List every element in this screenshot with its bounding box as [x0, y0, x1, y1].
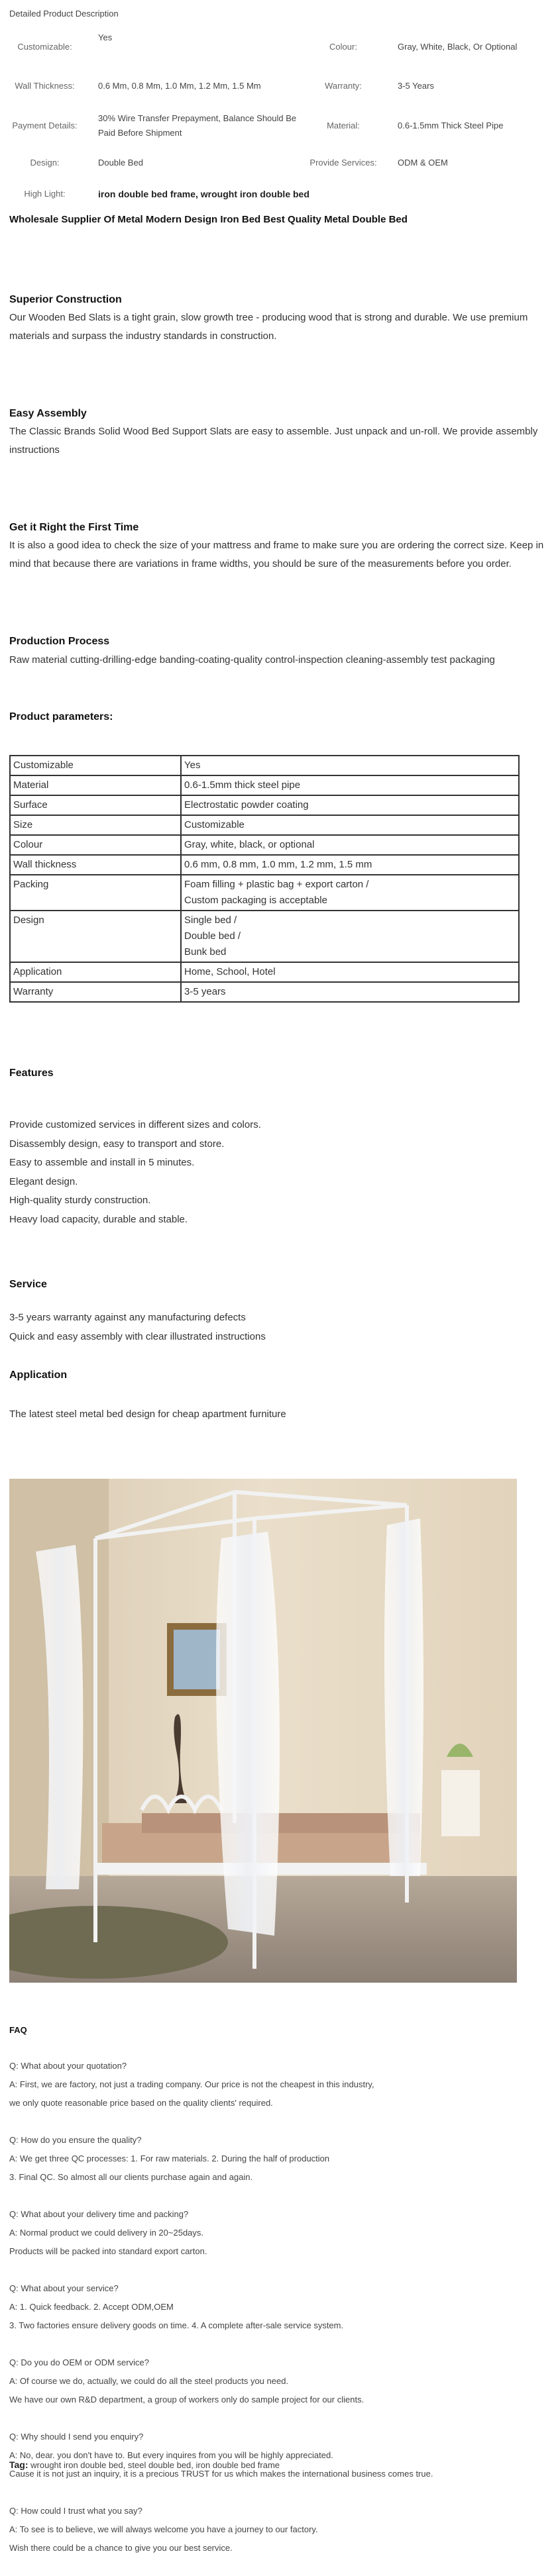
easy-assembly-heading: Easy Assembly: [9, 408, 87, 419]
faq-question: Q: Why should I send you enquiry?: [9, 2432, 144, 2442]
faq-answer: we only quote reasonable price based on the quality clients' required.: [9, 2098, 273, 2108]
parameter-value-line: Foam filling + plastic bag + export carton /: [184, 879, 369, 890]
spec-label: Customizable:: [17, 42, 72, 52]
spec-value: Double Bed: [98, 158, 143, 168]
superior-construction-text: Our Wooden Bed Slats is a tight grain, slow growth tree - producing wood that is strong and durable. We use premium materials and surpass the industry standards in construction.: [9, 312, 528, 342]
faq-answer: A: To see is to believe, we will always welcome you have a journey to our factory.: [9, 2524, 318, 2534]
features-list: [9, 1116, 261, 1229]
parameter-value: [181, 982, 519, 1002]
spec-value: Gray, White, Black, Or Optional: [398, 42, 518, 52]
parameter-value-line: 0.6-1.5mm thick steel pipe: [184, 779, 301, 791]
side-table: [441, 1770, 480, 1836]
parameter-key: Application: [10, 962, 181, 982]
tag-items: wrought iron double bed, steel double bed, iron double bed frame: [30, 2460, 280, 2470]
faq-answer: A: Normal product we could delivery in 20~25days.: [9, 2228, 204, 2238]
spec-label: Payment Details:: [12, 121, 78, 130]
parameter-value-line: Custom packaging is acceptable: [184, 895, 327, 906]
spec-value: Yes: [98, 32, 113, 42]
picture: [174, 1630, 220, 1689]
parameter-key: Packing: [10, 875, 181, 911]
parameter-key: Material: [10, 775, 181, 795]
faq-answer: Wish there could be a chance to give you our best service.: [9, 2543, 233, 2553]
tag-link[interactable]: steel double bed: [127, 2460, 192, 2470]
parameter-value: [181, 835, 519, 855]
parameter-row: [10, 911, 519, 962]
faq-answer: A: We get three QC processes: 1. For raw materials. 2. During the half of production: [9, 2154, 330, 2163]
parameter-key: Wall thickness: [10, 855, 181, 875]
faq-item: [9, 2353, 433, 2428]
parameter-row: [10, 835, 519, 855]
feature-item: Disassembly design, easy to transport and store.: [9, 1138, 225, 1150]
faq-heading: FAQ: [9, 2025, 27, 2035]
spec-table: [0, 26, 556, 209]
faq-answer: 3. Final QC. So almost all our clients purchase again and again.: [9, 2172, 253, 2182]
parameter-value-line: 3-5 years: [184, 986, 226, 997]
faq-question: Q: How do you ensure the quality?: [9, 2135, 142, 2145]
parameter-value: [181, 875, 519, 911]
first-time-text: It is also a good idea to check the size of your mattress and frame to make sure you are ordering the correct size. Keep in mind that because there are variations in frame widths, you should be sure of the measurements before you order.: [9, 540, 544, 570]
parameter-value: [181, 815, 519, 835]
tag-label: Tag:: [9, 2459, 28, 2470]
spec-value: 0.6 Mm, 0.8 Mm, 1.0 Mm, 1.2 Mm, 1.5 Mm: [98, 81, 261, 91]
service-item: 3-5 years warranty against any manufacturing defects: [9, 1312, 246, 1323]
parameter-value: [181, 795, 519, 815]
spec-value: 3-5 Years: [398, 81, 434, 91]
faq-answer: Products will be packed into standard export carton.: [9, 2246, 207, 2256]
feature-item: Easy to assemble and install in 5 minutes.: [9, 1157, 195, 1168]
parameter-value-line: 0.6 mm, 0.8 mm, 1.0 mm, 1.2 mm, 1.5 mm: [184, 859, 372, 870]
first-time-heading: Get it Right the First Time: [9, 522, 139, 533]
production-process-text: Raw material cutting-drilling-edge banding-coating-quality control-inspection cleaning-assembly test packaging: [9, 654, 495, 666]
application-heading: Application: [9, 1369, 68, 1381]
parameter-value: [181, 775, 519, 795]
feature-item: Heavy load capacity, durable and stable.: [9, 1213, 188, 1225]
parameter-value-line: Gray, white, black, or optional: [184, 839, 315, 850]
parameter-key: Customizable: [10, 756, 181, 775]
parameter-value: [181, 911, 519, 962]
parameter-value-line: Double bed /: [184, 930, 241, 942]
parameter-row: [10, 982, 519, 1002]
faq-item: [9, 2502, 433, 2576]
spec-row: [0, 105, 556, 147]
feature-item: Provide customized services in different sizes and colors.: [9, 1119, 261, 1130]
tag-link[interactable]: wrought iron double bed: [30, 2460, 123, 2470]
pillows: [142, 1813, 420, 1833]
spec-label: Colour:: [329, 42, 357, 52]
faq-answer: A: Of course we do, actually, we could do all the steel products you need.: [9, 2376, 289, 2386]
parameter-key: Design: [10, 911, 181, 962]
parameter-value: [181, 962, 519, 982]
parameter-value-line: Single bed /: [184, 915, 237, 926]
spec-row: [0, 147, 556, 179]
parameter-row: [10, 875, 519, 911]
tag-line: [9, 2459, 280, 2470]
product-photo: [9, 1479, 517, 1983]
parameter-row: [10, 795, 519, 815]
spec-row: [0, 68, 556, 105]
parameter-value-line: Customizable: [184, 819, 245, 830]
features-heading: Features: [9, 1067, 54, 1079]
parameter-value-line: Bunk bed: [184, 946, 227, 958]
parameter-value-line: Home, School, Hotel: [184, 966, 276, 977]
faq-question: Q: Do you do OEM or ODM service?: [9, 2357, 149, 2367]
highlight-row: [0, 179, 556, 209]
parameter-row: [10, 815, 519, 835]
spec-label: Wall Thickness:: [15, 81, 75, 91]
spec-row: [0, 26, 556, 68]
faq-question: Q: What about your service?: [9, 2283, 119, 2293]
application-text: The latest steel metal bed design for cheap apartment furniture: [9, 1409, 286, 1420]
spec-label: Provide Services:: [309, 158, 377, 168]
faq-question: Q: How could I trust what you say?: [9, 2506, 142, 2516]
spec-label: Design:: [30, 158, 60, 168]
service-list: [9, 1309, 266, 1346]
faq-answer: Cause it is not just an inquiry, it is a precious TRUST for us which makes the international business comes true.: [9, 2469, 433, 2479]
parameter-value-line: Yes: [184, 760, 201, 771]
faq-answer: A: First, we are factory, not just a trading company. Our price is not the cheapest in this industry,: [9, 2079, 374, 2089]
faq-answer: 3. Two factories ensure delivery goods on time. 4. A complete after-sale service system.: [9, 2320, 344, 2330]
superior-construction-heading: Superior Construction: [9, 294, 122, 305]
parameter-value-line: Electrostatic powder coating: [184, 799, 309, 811]
faq-item: [9, 2131, 433, 2205]
parameter-row: [10, 775, 519, 795]
tag-link[interactable]: iron double bed frame: [195, 2460, 280, 2470]
parameter-key: Colour: [10, 835, 181, 855]
parameter-key: Warranty: [10, 982, 181, 1002]
parameter-key: Size: [10, 815, 181, 835]
faq-answer: We have our own R&D department, a group of workers only do sample project for our clients.: [9, 2395, 364, 2404]
parameters-table: [9, 755, 520, 1003]
faq-item: [9, 2279, 433, 2353]
spec-value: ODM & OEM: [398, 158, 448, 168]
spec-value: 30% Wire Transfer Prepayment, Balance Should Be Paid Before Shipment: [98, 113, 297, 138]
production-process-heading: Production Process: [9, 636, 110, 647]
parameter-value: [181, 756, 519, 775]
spec-value: 0.6-1.5mm Thick Steel Pipe: [398, 121, 504, 130]
feature-item: Elegant design.: [9, 1175, 78, 1187]
canopy-bed-image: [9, 1479, 517, 1983]
parameter-key: Surface: [10, 795, 181, 815]
product-title: Wholesale Supplier Of Metal Modern Design Iron Bed Best Quality Metal Double Bed: [9, 214, 408, 225]
faq-item: [9, 2205, 433, 2279]
faq-answer: A: 1. Quick feedback. 2. Accept ODM,OEM: [9, 2302, 174, 2312]
faq-item: [9, 2057, 433, 2131]
service-heading: Service: [9, 1279, 47, 1290]
detail-heading: Detailed Product Description: [9, 9, 119, 19]
feature-item: High-quality sturdy construction.: [9, 1195, 151, 1206]
curtain-center: [216, 1532, 280, 1936]
spec-label: Warranty:: [325, 81, 362, 91]
curtain-right: [384, 1518, 423, 1876]
faq-answer: A: No, dear. you don't have to. But every inquires from you will be highly appreciated.: [9, 2450, 333, 2460]
parameter-row: [10, 962, 519, 982]
spec-label: Material:: [327, 121, 360, 130]
faq-question: Q: What about your delivery time and packing?: [9, 2209, 189, 2219]
parameter-row: [10, 855, 519, 875]
faq-question: Q: What about your quotation?: [9, 2061, 127, 2071]
easy-assembly-text: The Classic Brands Solid Wood Bed Support Slats are easy to assemble. Just unpack and un-roll. We provide assembly instructions: [9, 426, 538, 456]
parameter-row: [10, 756, 519, 775]
product-parameters-heading: Product parameters:: [9, 711, 113, 722]
parameter-value: [181, 855, 519, 875]
highlight-label: High Light:: [24, 189, 66, 199]
faq-list: [9, 2057, 433, 2576]
highlight-value: iron double bed frame, wrought iron double bed: [98, 189, 309, 199]
service-item: Quick and easy assembly with clear illustrated instructions: [9, 1330, 266, 1342]
